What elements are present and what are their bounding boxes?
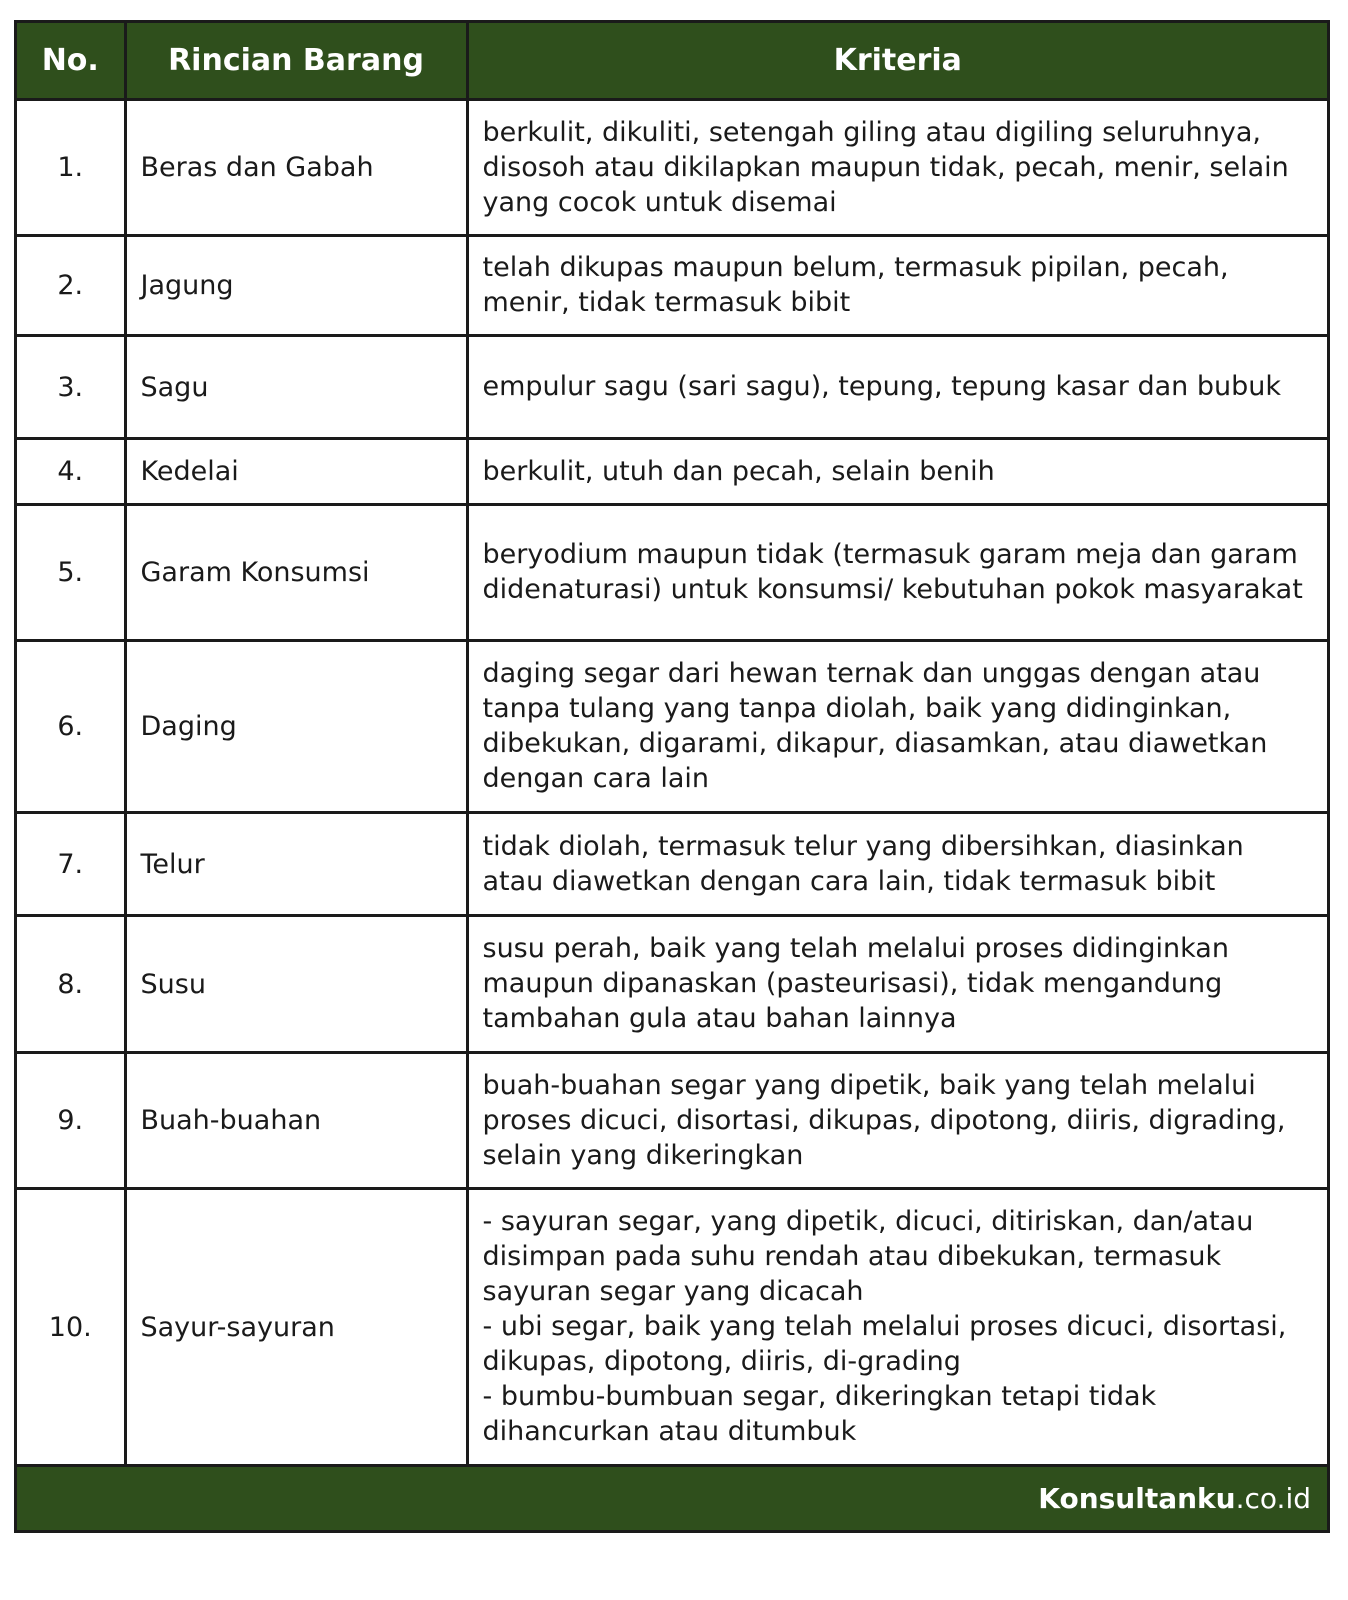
cell-criteria: - sayuran segar, yang dipetik, dicuci, ditiriskan, dan/atau disimpan pada suhu rendah atau dibekukan, termasuk sayuran segar yang dicacah - ubi segar, baik yang telah melalui proses dicuci, disortasi, dikupas, dipotong, diiris, di-grading - bumbu-bumbuan segar, dikeringkan tetapi tidak dihancurkan atau ditumbuk <box>467 1189 1327 1466</box>
header-criteria: Kriteria <box>467 23 1327 100</box>
cell-no: 6. <box>17 641 125 813</box>
table-row <box>17 916 1327 1053</box>
table-row <box>17 1189 1327 1466</box>
cell-item: Sayur-sayuran <box>125 1189 467 1466</box>
cell-criteria: berkulit, dikuliti, setengah giling atau digiling seluruhnya, disosoh atau dikilapkan maupun tidak, pecah, menir, selain yang cocok untuk disemai <box>467 100 1327 236</box>
table-row <box>17 641 1327 813</box>
cell-no: 9. <box>17 1053 125 1189</box>
table-row <box>17 100 1327 236</box>
cell-criteria: empulur sagu (sari sagu), tepung, tepung kasar dan bubuk <box>467 336 1327 439</box>
cell-criteria: daging segar dari hewan ternak dan unggas dengan atau tanpa tulang yang tanpa diolah, baik yang didinginkan, dibekukan, digarami, dikapur, diasamkan, atau diawetkan dengan cara lain <box>467 641 1327 813</box>
cell-criteria: susu perah, baik yang telah melalui proses didinginkan maupun dipanaskan (pasteurisasi), tidak mengandung tambahan gula atau bahan lainnya <box>467 916 1327 1053</box>
table-header-row <box>17 23 1327 100</box>
table-row <box>17 236 1327 336</box>
header-no: No. <box>17 23 125 100</box>
cell-no: 2. <box>17 236 125 336</box>
table-row <box>17 439 1327 505</box>
cell-item: Jagung <box>125 236 467 336</box>
cell-criteria: tidak diolah, termasuk telur yang dibersihkan, diasinkan atau diawetkan dengan cara lain, tidak termasuk bibit <box>467 813 1327 916</box>
cell-criteria: telah dikupas maupun belum, termasuk pipilan, pecah, menir, tidak termasuk bibit <box>467 236 1327 336</box>
cell-criteria: buah-buahan segar yang dipetik, baik yang telah melalui proses dicuci, disortasi, dikupas, dipotong, diiris, digrading, selain yang dikeringkan <box>467 1053 1327 1189</box>
cell-item: Daging <box>125 641 467 813</box>
table-row <box>17 336 1327 439</box>
table-row <box>17 1053 1327 1189</box>
cell-no: 3. <box>17 336 125 439</box>
criteria-table <box>17 23 1327 1467</box>
cell-no: 4. <box>17 439 125 505</box>
cell-item: Beras dan Gabah <box>125 100 467 236</box>
cell-no: 1. <box>17 100 125 236</box>
cell-item: Sagu <box>125 336 467 439</box>
table-row <box>17 505 1327 641</box>
cell-item: Kedelai <box>125 439 467 505</box>
footer-brand-tld: .co.id <box>1235 1482 1311 1515</box>
header-item: Rincian Barang <box>125 23 467 100</box>
table-row <box>17 813 1327 916</box>
criteria-table-container <box>14 20 1330 1533</box>
cell-item: Susu <box>125 916 467 1053</box>
cell-criteria: beryodium maupun tidak (termasuk garam meja dan garam didenaturasi) untuk konsumsi/ kebutuhan pokok masyarakat <box>467 505 1327 641</box>
cell-no: 10. <box>17 1189 125 1466</box>
footer-brand: Konsultanku <box>1038 1482 1236 1515</box>
cell-no: 5. <box>17 505 125 641</box>
cell-no: 8. <box>17 916 125 1053</box>
cell-no: 7. <box>17 813 125 916</box>
cell-item: Buah-buahan <box>125 1053 467 1189</box>
cell-criteria: berkulit, utuh dan pecah, selain benih <box>467 439 1327 505</box>
cell-item: Telur <box>125 813 467 916</box>
cell-item: Garam Konsumsi <box>125 505 467 641</box>
footer-bar <box>17 1467 1327 1530</box>
